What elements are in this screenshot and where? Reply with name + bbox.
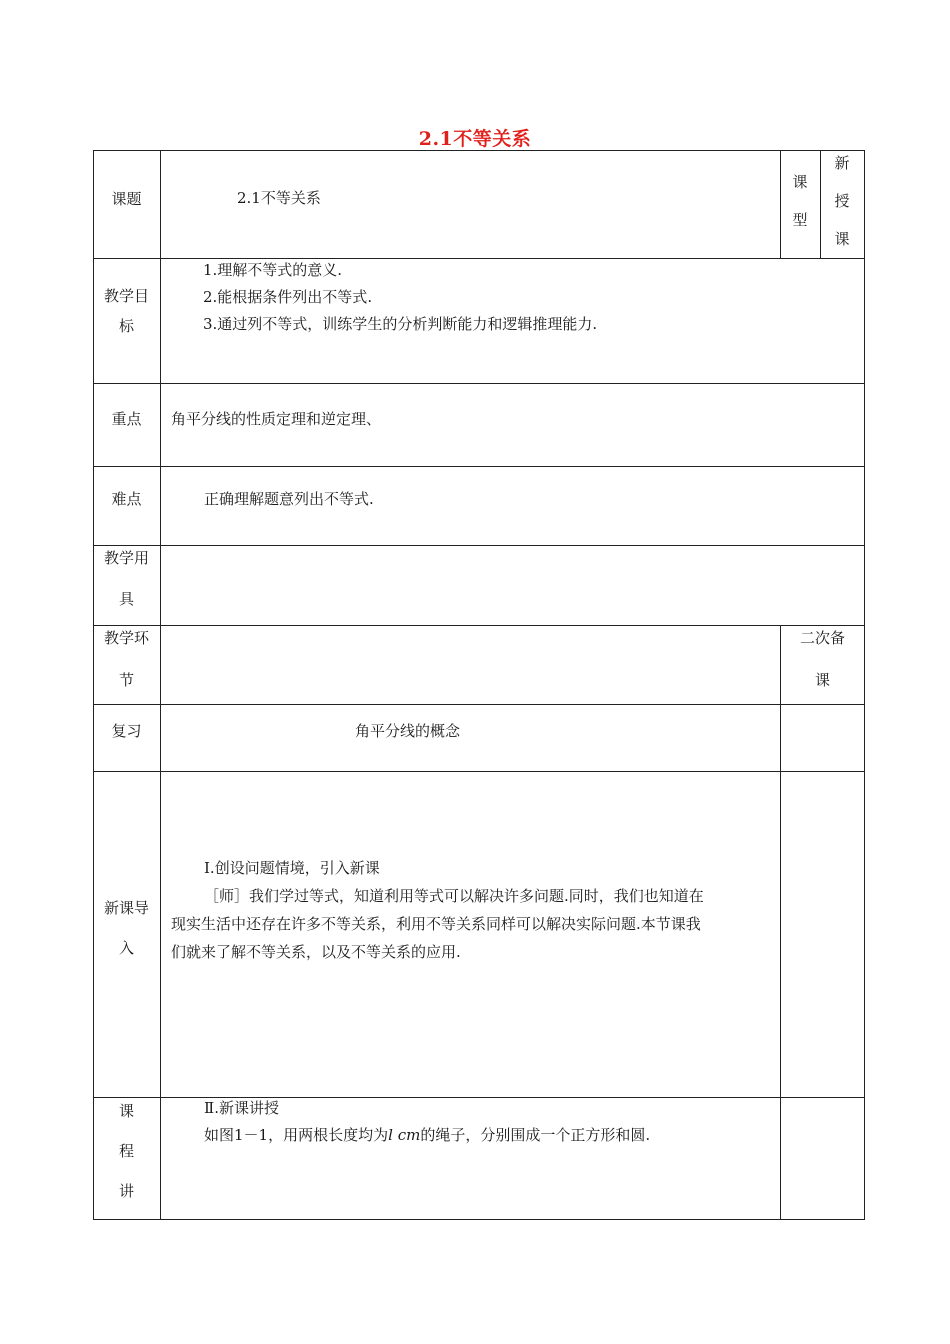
teaching-stages-label: 教学环 节	[103, 629, 149, 689]
review-value: 角平分线的概念	[355, 722, 461, 740]
intro-paragraph-line: ［师］我们学过等式，知道利用等式可以解决许多问题.同时，我们也知道在	[204, 887, 704, 905]
second-prep-label: 二次备 课	[799, 629, 845, 689]
objective-item: 2.能根据条件列出不等式.	[203, 288, 373, 306]
row-divider	[93, 466, 865, 467]
row-divider	[93, 383, 865, 384]
topic-label: 课题	[111, 190, 142, 208]
row-divider	[93, 545, 865, 546]
objective-item: 1.理解不等式的意义.	[203, 261, 343, 279]
row-divider	[93, 771, 865, 772]
intro-paragraph-line: 们就来了解不等关系，以及不等关系的应用.	[171, 943, 461, 961]
difficulty-value: 正确理解题意列出不等式.	[204, 490, 374, 508]
difficulty-label: 难点	[111, 490, 142, 508]
key-point-label: 重点	[111, 410, 142, 428]
table-border-top	[93, 150, 865, 151]
lecture-paragraph: 如图1－1，用两根长度均为l cm的绳子，分别围成一个正方形和圆.	[204, 1126, 651, 1144]
objective-item: 3.通过列不等式，训练学生的分析判断能力和逻辑推理能力.	[203, 315, 598, 333]
review-label: 复习	[111, 722, 142, 740]
unit-cm: cm	[397, 1126, 421, 1144]
lesson-type-label: 课 型	[792, 173, 808, 229]
row-divider	[93, 704, 865, 705]
teaching-tools-label: 教学用 具	[103, 549, 149, 608]
lecture-label: 课 程 讲	[118, 1102, 134, 1200]
column-divider	[160, 150, 161, 1220]
document-title: 2.1不等关系	[418, 128, 532, 150]
lesson-type-value: 新 授 课	[834, 154, 850, 248]
row-divider	[93, 258, 865, 259]
table-border-bottom	[93, 1219, 865, 1220]
intro-label: 新课导 入	[103, 899, 149, 957]
variable-l: l	[388, 1126, 393, 1144]
lecture-heading: Ⅱ.新课讲授	[204, 1099, 279, 1117]
row-divider	[93, 625, 865, 626]
topic-value: 2.1不等关系	[237, 189, 321, 207]
intro-paragraph-line: 现实生活中还存在许多不等关系，利用不等关系同样可以解决实际问题.本节课我	[171, 915, 701, 933]
key-point-value: 角平分线的性质定理和逆定理、	[171, 410, 382, 428]
intro-heading: Ⅰ.创设问题情境，引入新课	[204, 859, 380, 877]
objectives-label: 教学目 标	[103, 287, 149, 335]
column-divider	[780, 625, 781, 1220]
